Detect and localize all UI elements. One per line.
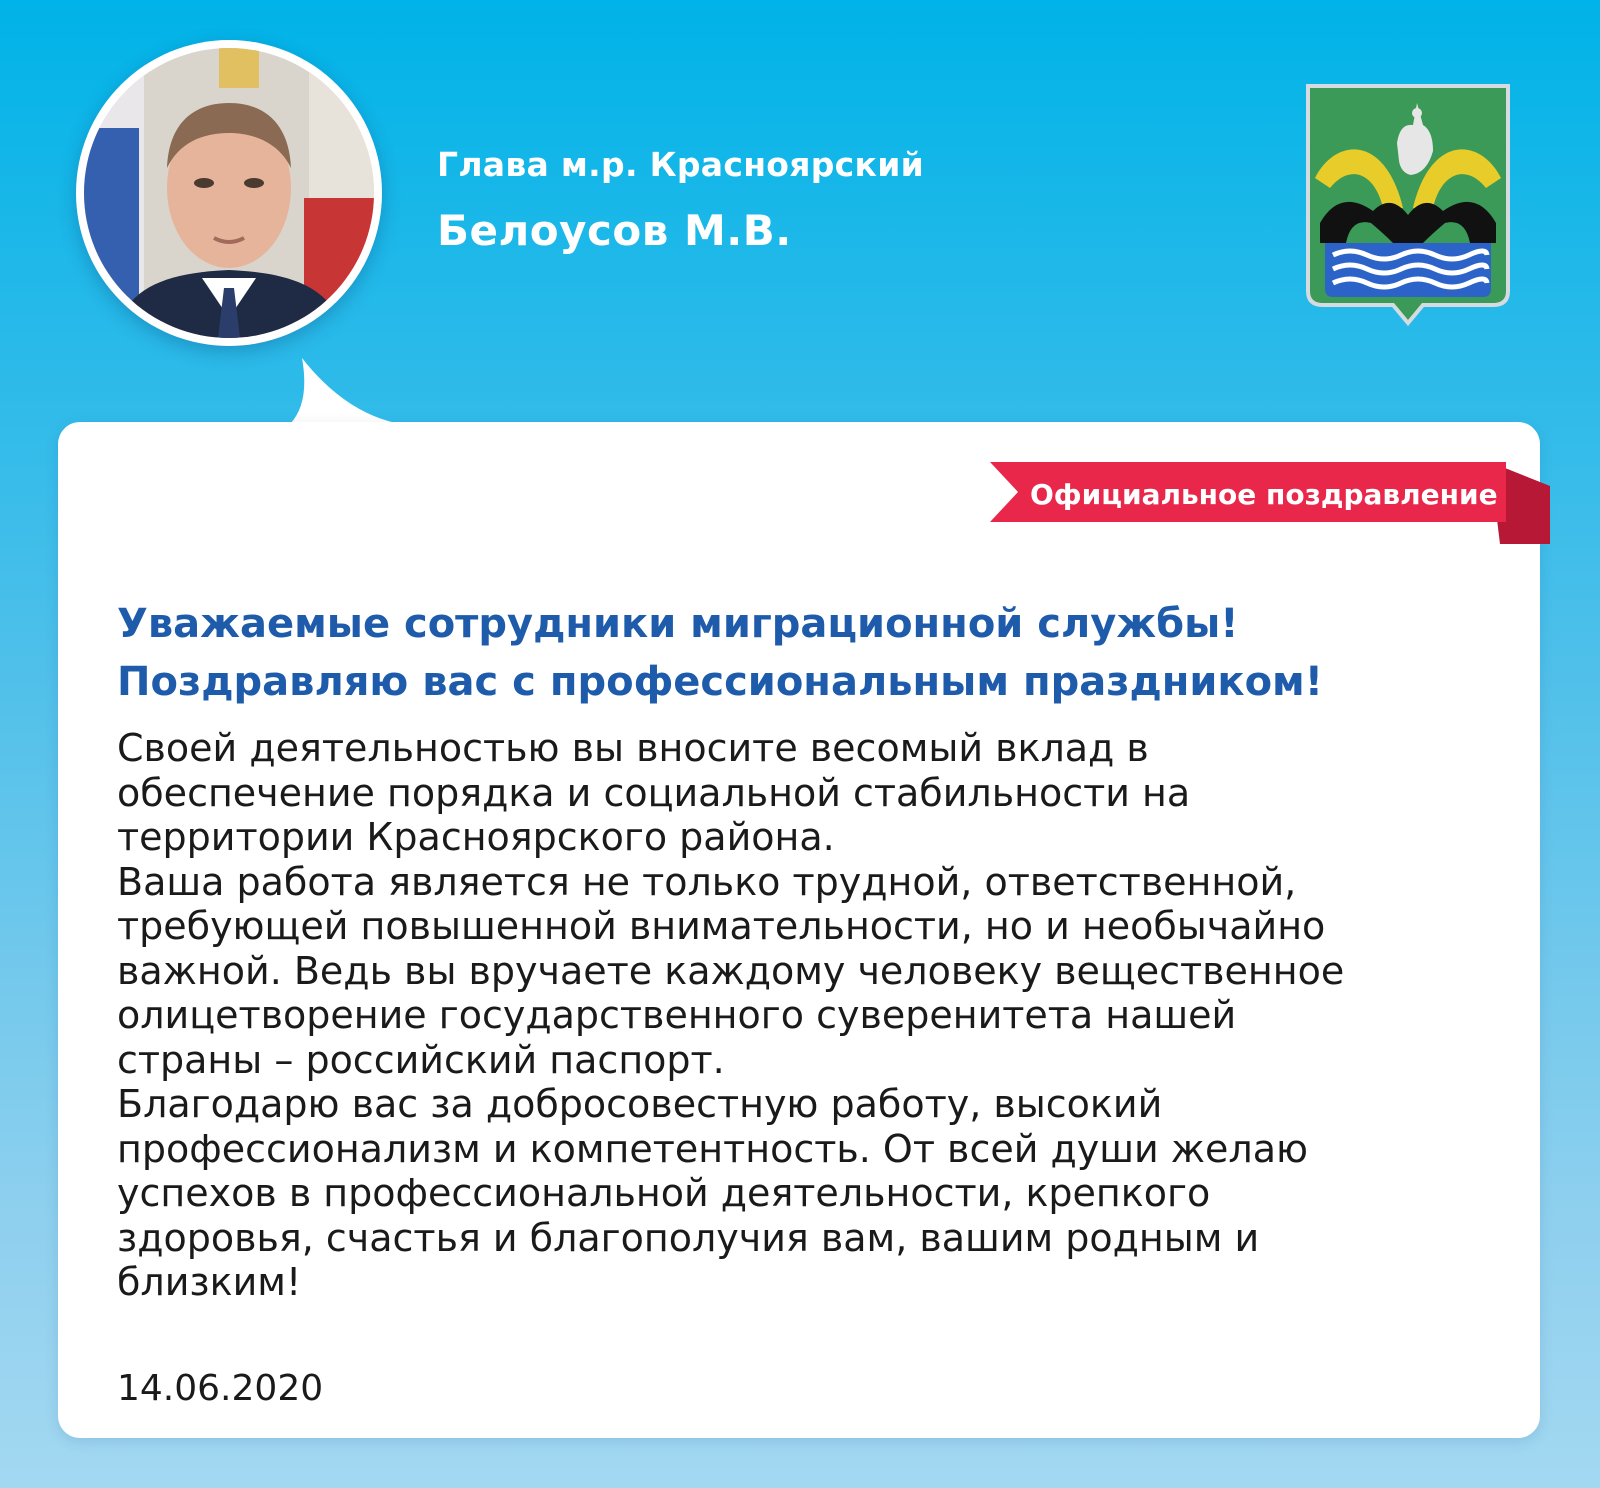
body-line: требующей повышенной внимательности, но и необычайно — [117, 904, 1326, 948]
body-line: Благодарю вас за добросовестную работу, высокий — [117, 1082, 1163, 1126]
body-line: близким! — [117, 1260, 302, 1304]
official-title: Глава м.р. Красноярский — [437, 145, 925, 184]
body-line: страны – российский паспорт. — [117, 1037, 725, 1082]
body-line: территории Красноярского района. — [117, 815, 835, 859]
coat-of-arms-icon — [1305, 83, 1511, 333]
body-line: Ваша работа является не только трудной, ответственной, — [117, 859, 1297, 904]
body-line: важной. Ведь вы вручаете каждому человеку вещественное — [117, 948, 1345, 993]
speech-bubble-tail — [290, 358, 400, 428]
date: 14.06.2020 — [117, 1368, 324, 1409]
message-body — [117, 726, 1344, 1305]
headline-line: Уважаемые сотрудники миграционной службы! — [117, 601, 1239, 647]
official-name: Белоусов М.В. — [437, 206, 792, 255]
body-line: олицетворение государственного суверенитета нашей — [117, 993, 1237, 1037]
headline — [117, 595, 1323, 711]
body-line: Своей деятельностью вы вносите весомый вклад в — [117, 726, 1149, 770]
portrait-photo — [84, 48, 374, 338]
headline-line: Поздравляю вас с профессиональным праздником! — [117, 659, 1323, 705]
portrait-avatar — [76, 40, 382, 346]
body-line: обеспечение порядка и социальной стабильности на — [117, 770, 1191, 815]
badge-label: Официальное поздравление — [1030, 478, 1498, 511]
body-line: успехов в профессиональной деятельности, крепкого — [117, 1171, 1211, 1215]
body-line: профессионализм и компетентность. От всей души желаю — [117, 1126, 1308, 1171]
body-line: здоровья, счастья и благополучия вам, вашим родным и — [117, 1215, 1260, 1260]
